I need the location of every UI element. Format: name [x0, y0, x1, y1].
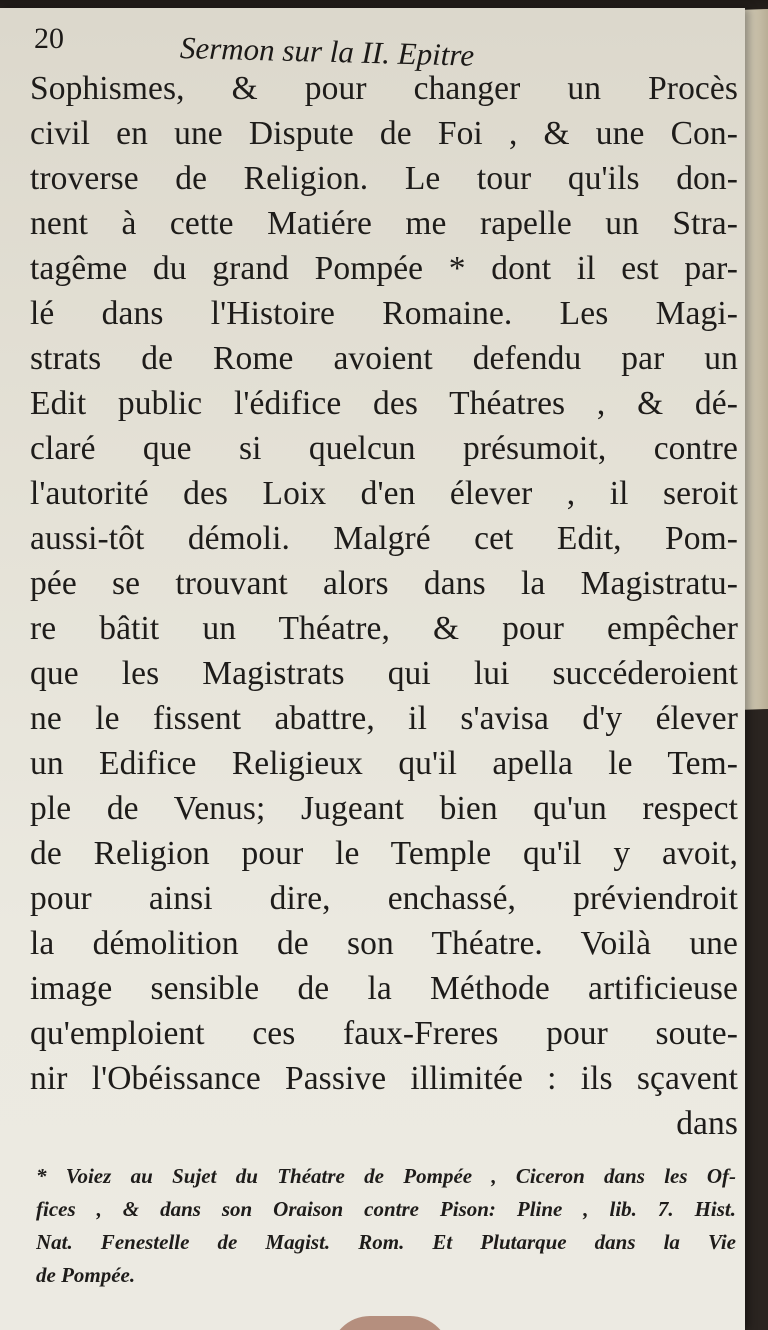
- thumb-tip: [330, 1316, 450, 1330]
- text-line: lé dans l'Histoire Romaine. Les Magi-: [30, 295, 738, 332]
- text-line: un Edifice Religieux qu'il apella le Tem-: [30, 745, 738, 782]
- text-line: strats de Rome avoient defendu par un: [30, 340, 738, 377]
- text-line: que les Magistrats qui lui succéderoient: [30, 655, 738, 692]
- text-line: l'autorité des Loix d'en élever , il seroit: [30, 475, 738, 512]
- text-line: claré que si quelcun présumoit, contre: [30, 430, 738, 467]
- text-line: Edit public l'édifice des Théatres , & dé-: [30, 385, 738, 422]
- text-line: civil en une Dispute de Foi , & une Con-: [30, 115, 738, 152]
- footnote-line: de Pompée.: [36, 1263, 136, 1287]
- page-number: 20: [34, 22, 64, 55]
- text-line: de Religion pour le Temple qu'il y avoit,: [30, 835, 738, 872]
- running-head: Sermon sur la II. Epitre: [179, 30, 475, 73]
- text-line: image sensible de la Méthode artificieuse: [30, 970, 738, 1007]
- text-line: aussi-tôt démoli. Malgré cet Edit, Pom-: [30, 520, 738, 557]
- text-line: nent à cette Matiére me rapelle un Stra-: [30, 205, 738, 242]
- footnote: [36, 1160, 736, 1292]
- text-line: troverse de Religion. Le tour qu'ils don-: [30, 160, 738, 197]
- book-page: [0, 8, 745, 1330]
- footnote-line: fices , & dans son Oraison contre Pison: Pline , lib. 7. Hist.: [36, 1197, 736, 1221]
- text-line: la démolition de son Théatre. Voilà une: [30, 925, 738, 962]
- text-line: pée se trouvant alors dans la Magistratu-: [30, 565, 738, 602]
- text-line: ne le fissent abattre, il s'avisa d'y élever: [30, 700, 738, 737]
- catchword: dans: [676, 1105, 738, 1142]
- text-line: pour ainsi dire, enchassé, préviendroit: [30, 880, 738, 917]
- text-line: ple de Venus; Jugeant bien qu'un respect: [30, 790, 738, 827]
- text-line: nir l'Obéissance Passive illimitée : ils sçavent: [30, 1060, 738, 1097]
- footnote-line: * Voiez au Sujet du Théatre de Pompée , Ciceron dans les Of-: [36, 1164, 736, 1188]
- text-line: re bâtit un Théatre, & pour empêcher: [30, 610, 738, 647]
- body-text: [30, 66, 738, 1146]
- footnote-line: Nat. Fenestelle de Magist. Rom. Et Plutarque dans la Vie: [36, 1230, 736, 1254]
- text-line: tagême du grand Pompée * dont il est par-: [30, 250, 738, 287]
- text-line: qu'emploient ces faux-Freres pour soute-: [30, 1015, 738, 1052]
- text-line: Sophismes, & pour changer un Procès: [30, 70, 738, 107]
